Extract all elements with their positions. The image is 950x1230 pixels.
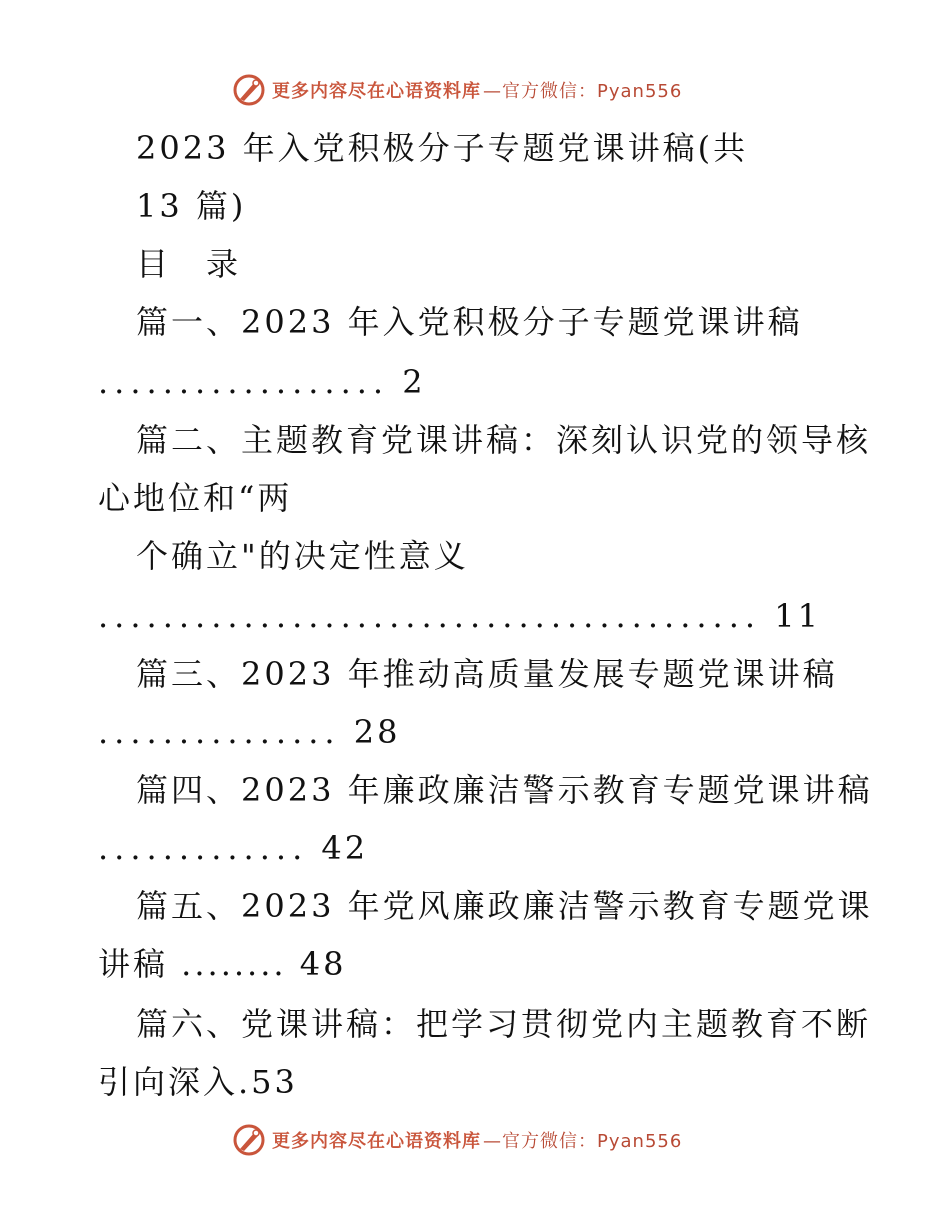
toc-item-4-dots: ............. xyxy=(98,829,309,867)
site-name: 更多内容尽在心语资料库 xyxy=(272,81,481,102)
toc-item-2-title-line3[interactable]: 个确立"的决定性意义 xyxy=(136,537,469,575)
doc-title-line2: 13 篇) xyxy=(136,187,247,225)
site-name: 更多内容尽在心语资料库 xyxy=(272,1131,481,1152)
toc-item-1-page: 2 xyxy=(402,363,426,401)
toc-item-2-page: 11 xyxy=(774,597,821,635)
toc-heading: 目 录 xyxy=(136,245,242,283)
toc-item-1-leader xyxy=(98,362,426,402)
footer-banner xyxy=(232,1120,682,1160)
pen-circle-icon xyxy=(232,73,266,107)
toc-item-2-leader xyxy=(98,596,821,636)
toc-item-6-title-line2[interactable]: 引向深入.53 xyxy=(98,1063,298,1101)
wechat-id: —官方微信：Pyan556 xyxy=(483,1131,683,1152)
toc-item-5-title-line1[interactable]: 篇五、2023 年党风廉政廉洁警示教育专题党课 xyxy=(136,887,873,925)
toc-item-4-title[interactable]: 篇四、2023 年廉政廉洁警示教育专题党课讲稿 xyxy=(136,771,873,809)
toc-item-5-leader xyxy=(98,944,346,984)
toc-item-1-title[interactable]: 篇一、2023 年入党积极分子专题党课讲稿 xyxy=(136,303,803,341)
wechat-id: —官方微信：Pyan556 xyxy=(483,81,683,102)
toc-item-2-title-line1[interactable]: 篇二、主题教育党课讲稿：深刻认识党的领导核 xyxy=(136,421,872,459)
toc-item-2-title-line2[interactable]: 心地位和“两 xyxy=(98,479,293,517)
toc-item-3-page: 28 xyxy=(353,713,401,751)
toc-item-1-dots: .................. xyxy=(98,363,390,401)
toc-item-3-leader xyxy=(98,712,400,752)
toc-item-3-dots: ............... xyxy=(98,713,341,751)
toc-item-4-page: 42 xyxy=(321,829,369,867)
header-banner xyxy=(232,70,682,110)
pen-circle-icon xyxy=(232,1123,266,1157)
toc-item-2-dots: ......................................... xyxy=(98,597,762,635)
toc-item-3-title[interactable]: 篇三、2023 年推动高质量发展专题党课讲稿 xyxy=(136,655,838,693)
toc-item-5-title-line2: 讲稿 ........ xyxy=(98,945,287,983)
toc-item-5-page: 48 xyxy=(299,945,347,983)
toc-item-6-title-line1[interactable]: 篇六、党课讲稿：把学习贯彻党内主题教育不断 xyxy=(136,1005,872,1043)
doc-title-line1: 2023 年入党积极分子专题党课讲稿(共 xyxy=(136,129,749,167)
toc-item-4-leader xyxy=(98,828,368,868)
